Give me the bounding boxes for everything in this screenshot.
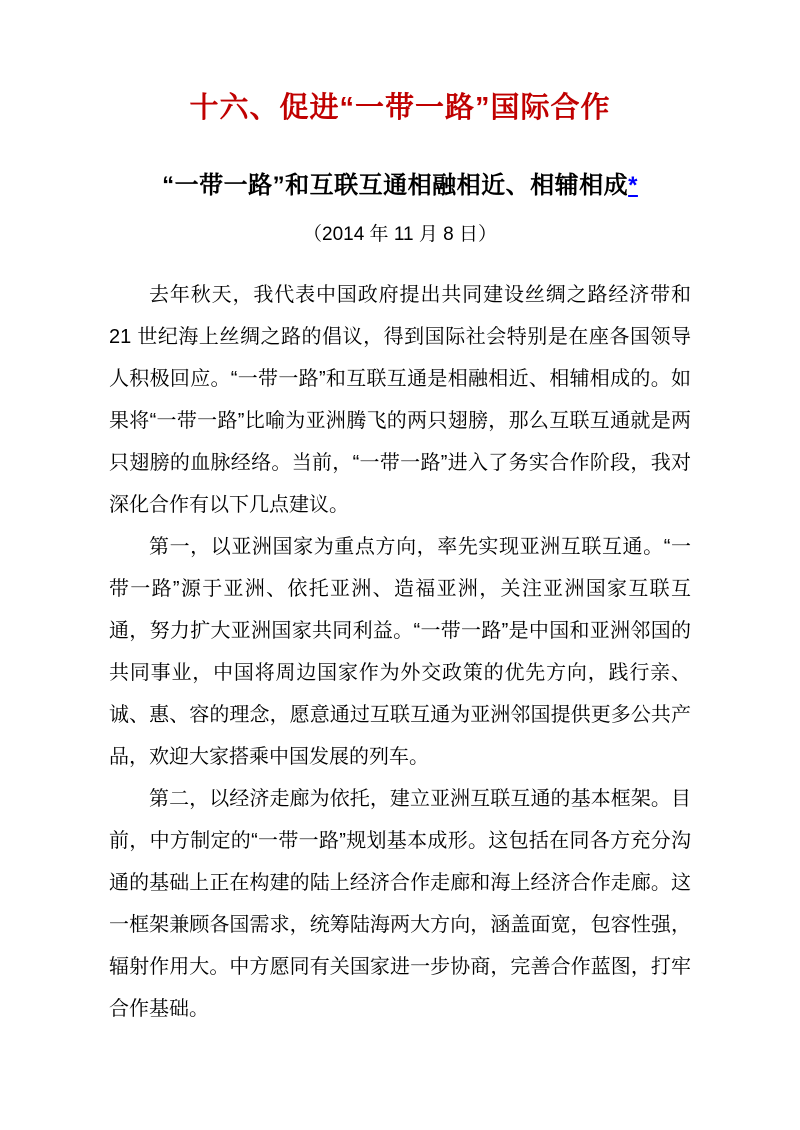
chapter-title: 十六、促进“一带一路”国际合作 <box>189 92 611 124</box>
article-date: （2014 年 11 月 8 日） <box>303 224 497 245</box>
body-paragraph: 去年秋天，我代表中国政府提出共同建设丝绸之路经济带和 21 世纪海上丝绸之路的倡议，得到国际社会特别是在座各国领导人积极回应。“一带一路”和互联互通是相融相近、相辅相成的。如果将“一带一路”比喻为亚洲腾飞的两只翅膀，那么互联互通就是两只翅膀的血脉经络。当前，“一带一路”进入了务实合作阶段，我对深化合作有以下几点建议。 <box>109 284 691 516</box>
body-paragraph: 第二，以经济走廊为依托，建立亚洲互联互通的基本框架。目前，中方制定的“一带一路”规划基本成形。这包括在同各方充分沟通的基础上正在构建的陆上经济合作走廊和海上经济合作走廊。这一框架兼顾各国需求，统筹陆海两大方向，涵盖面宽，包容性强，辐射作用大。中方愿同有关国家进一步协商，完善合作蓝图，打牢合作基础。 <box>109 788 691 1020</box>
article-title-text: “一带一路”和互联互通相融相近、相辅相成 <box>162 172 629 199</box>
article-body <box>109 274 691 1030</box>
body-paragraph: 第一，以亚洲国家为重点方向，率先实现亚洲互联互通。“一带一路”源于亚洲、依托亚洲、造福亚洲，关注亚洲国家互联互通，努力扩大亚洲国家共同利益。“一带一路”是中国和亚洲邻国的共同事业，中国将周边国家作为外交政策的优先方向，践行亲、诚、惠、容的理念，愿意通过互联互通为亚洲邻国提供更多公共产品，欢迎大家搭乘中国发展的列车。 <box>109 536 691 768</box>
article-title <box>109 170 691 202</box>
footnote-asterisk-link[interactable]: * <box>628 172 638 199</box>
